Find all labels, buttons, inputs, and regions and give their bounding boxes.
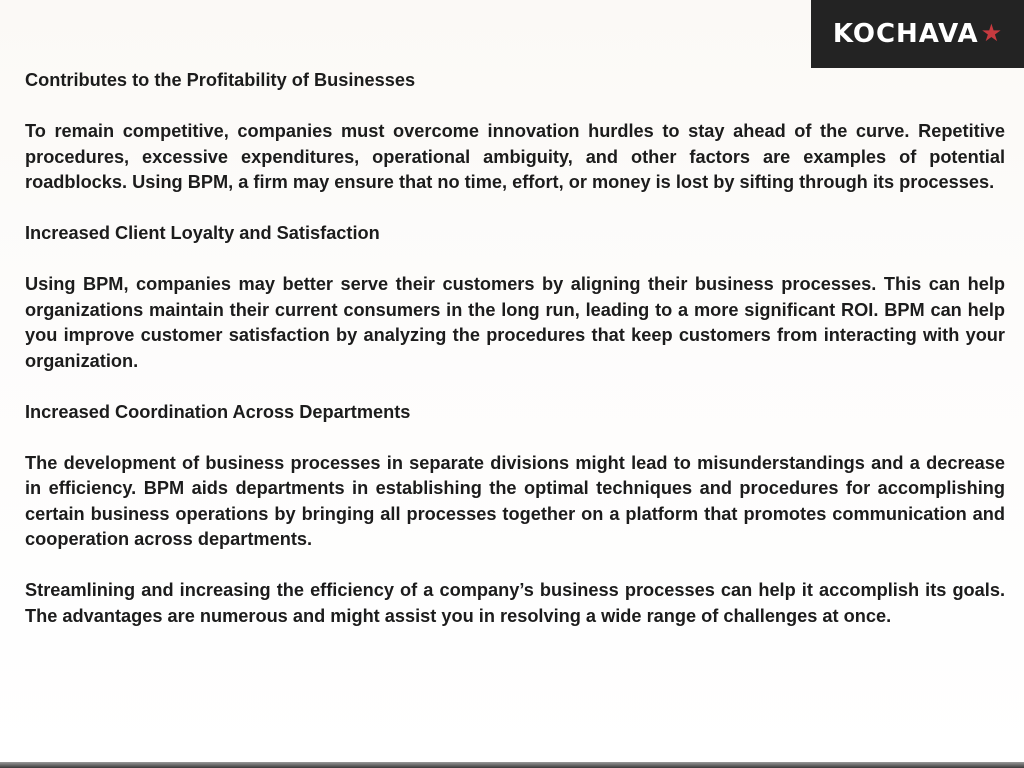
star-icon: ★ xyxy=(980,19,1003,47)
slide-content xyxy=(25,68,1005,629)
spacer xyxy=(25,425,1005,451)
section-body-client-loyalty: Using BPM, companies may better serve their customers by aligning their business processes. This can help organizations maintain their current consumers in the long run, leading to a more significant ROI. BPM can help you improve customer satisfaction by analyzing the procedures that keep customers from interacting with your organization. xyxy=(25,274,1005,371)
spacer xyxy=(25,94,1005,120)
section-heading-coordination: Increased Coordination Across Departments xyxy=(25,401,411,422)
conclusion-paragraph: Streamlining and increasing the efficiency of a company’s business processes can help it accomplish its goals. The advantages are numerous and might assist you in resolving a wide range of challenges at once. xyxy=(25,580,1005,626)
logo-wordmark: KOCHAVA xyxy=(832,19,979,49)
spacer xyxy=(25,553,1005,579)
spacer xyxy=(25,374,1005,400)
bottom-divider xyxy=(0,762,1024,768)
section-body-profitability: To remain competitive, companies must overcome innovation hurdles to stay ahead of the curve. Repetitive procedures, excessive expenditures, operational ambiguity, and other factors are examples of potential roadblocks. Using BPM, a firm may ensure that no time, effort, or money is lost by sifting through its processes. xyxy=(25,121,1005,192)
section-body-coordination: The development of business processes in separate divisions might lead to misunderstandings and a decrease in efficiency. BPM aids departments in establishing the optimal techniques and procedures for accomplishing certain business operations by bringing all processes together on a platform that promotes communication and cooperation across departments. xyxy=(25,452,1005,549)
section-heading-profitability: Contributes to the Profitability of Businesses xyxy=(25,70,416,90)
spacer xyxy=(25,247,1005,273)
spacer xyxy=(25,196,1005,222)
kochava-logo xyxy=(811,0,1024,68)
section-heading-client-loyalty: Increased Client Loyalty and Satisfaction xyxy=(25,223,380,243)
